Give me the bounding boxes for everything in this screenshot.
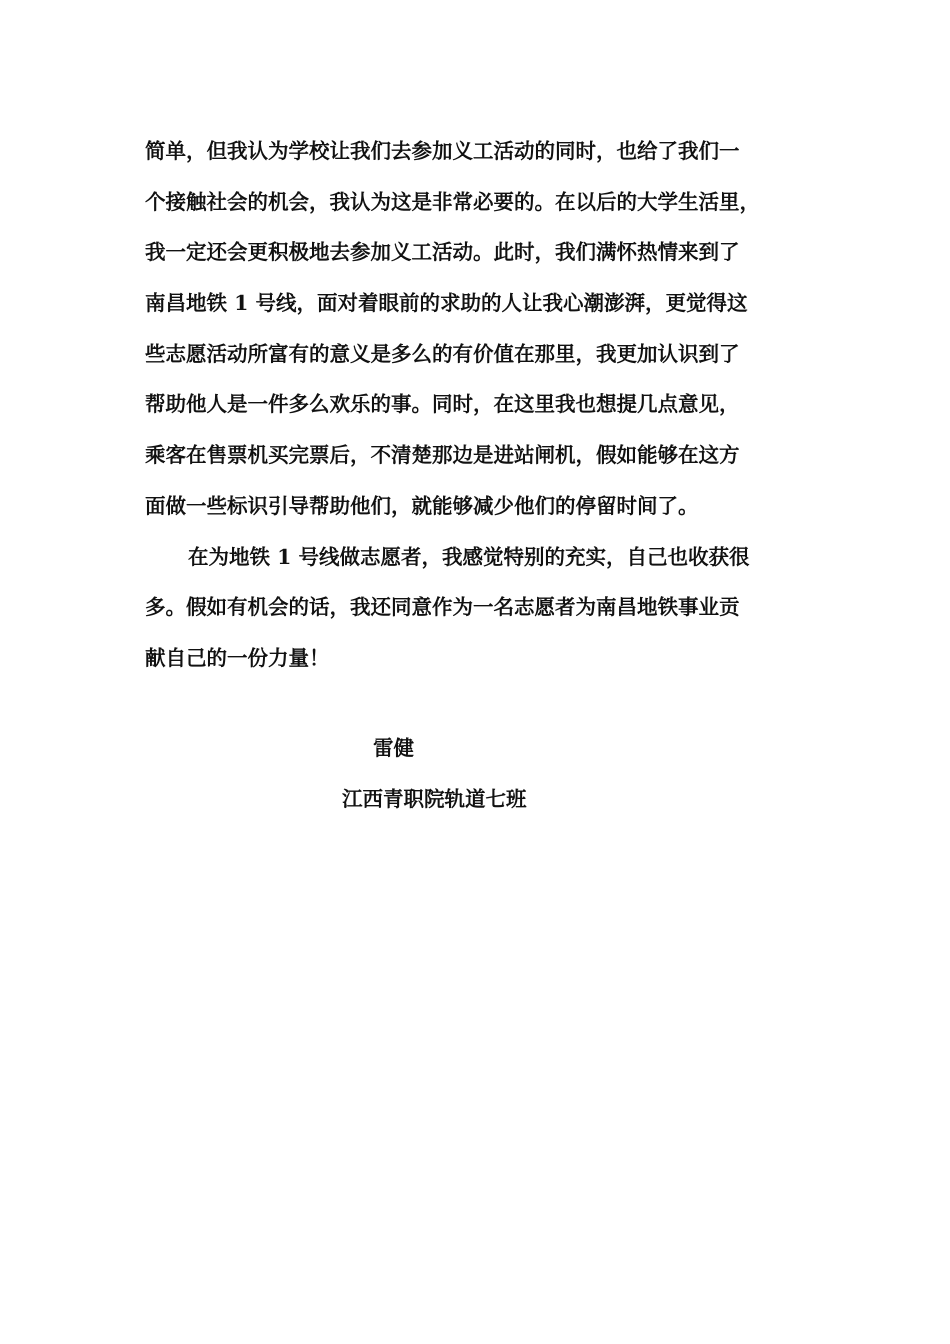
signature-name: 雷健 xyxy=(373,736,414,760)
paragraph-line: 我一定还会更积极地去参加义工活动。此时，我们满怀热情来到了 xyxy=(145,240,740,265)
paragraph-line: 乘客在售票机买完票后，不清楚那边是进站闸机，假如能够在这方 xyxy=(145,443,740,468)
paragraph-line: 南昌地铁 1 号线，面对着眼前的求助的人让我心潮澎湃，更觉得这 xyxy=(145,291,748,316)
paragraph-line: 面做一些标识引导帮助他们，就能够减少他们的停留时间了。 xyxy=(145,493,699,518)
paragraph-line: 在为地铁 1 号线做志愿者，我感觉特别的充实，自己也收获很 xyxy=(188,544,750,569)
signature-organization: 江西青职院轨道七班 xyxy=(342,787,527,811)
paragraph-line: 帮助他人是一件多么欢乐的事。同时，在这里我也想提几点意见， xyxy=(145,392,740,417)
paragraph-line: 献自己的一份力量！ xyxy=(145,645,330,670)
paragraph-line: 简单，但我认为学校让我们去参加义工活动的同时，也给了我们一 xyxy=(145,139,740,163)
paragraph-line: 些志愿活动所富有的意义是多么的有价值在那里，我更加认识到了 xyxy=(145,341,740,366)
paragraph-line: 个接触社会的机会，我认为这是非常必要的。在以后的大学生活里， xyxy=(145,189,760,214)
paragraph-line: 多。假如有机会的话，我还同意作为一名志愿者为南昌地铁事业贡 xyxy=(145,595,740,620)
document-body xyxy=(145,126,811,684)
